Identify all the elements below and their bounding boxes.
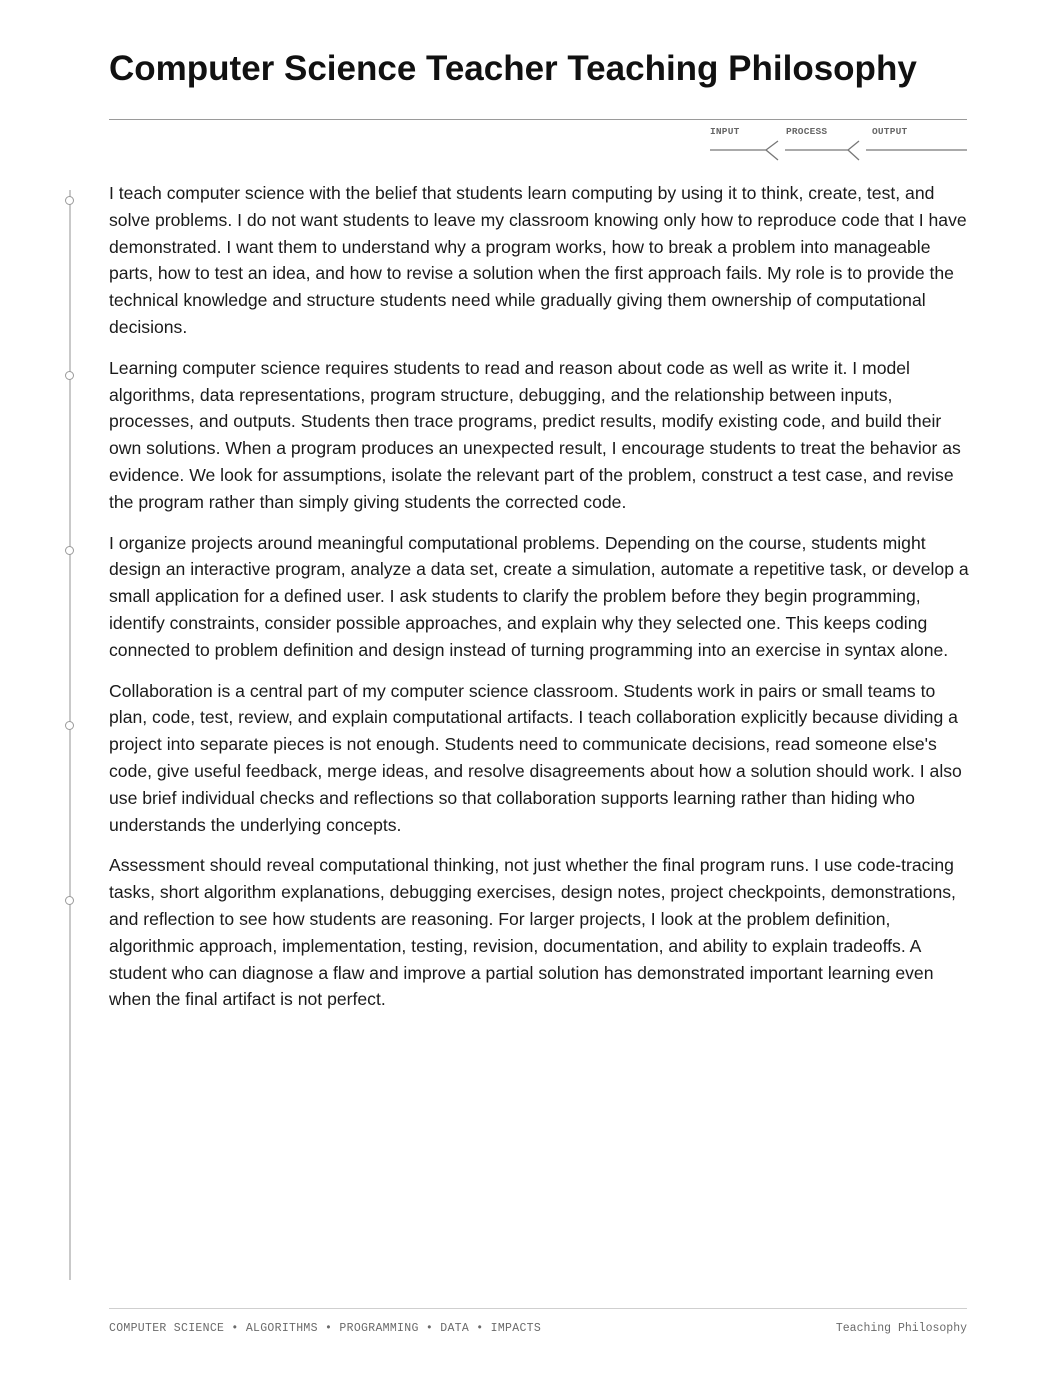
input-process-output-diagram (708, 124, 968, 164)
flow-label-input: INPUT (710, 126, 740, 137)
timeline-node (65, 896, 74, 905)
paragraph-assessment: Assessment should reveal computational thinking, not just whether the final program runs. I use code-tracing tasks, short algorithm explanations, debugging exercises, design notes, project checkpoints, demonstrations, and reflection to see how students are reasoning. For larger projects, I look at the problem definition, algorithmic approach, implementation, testing, revision, documentation, and ability to explain tradeoffs. A student who can diagnose a flaw and improve a partial solution has demonstrated important learning even when the final artifact is not perfect. (109, 855, 956, 1010)
timeline-node (65, 196, 74, 205)
paragraph-reading-code: Learning computer science requires students to read and reason about code as well as write it. I model algorithms, data representations, program structure, debugging, and the relationship between inputs, processes, and outputs. Students then trace programs, predict results, modify existing code, and build their own solutions. When a program produces an unexpected result, I encourage students to treat the behavior as evidence. We look for assumptions, isolate the relevant part of the problem, construct a test case, and revise the program rather than simply giving students the corrected code. (109, 357, 961, 512)
footer-divider (109, 1308, 967, 1309)
paragraph-philosophy-intro: I teach computer science with the belief that students learn computing by using it to think, create, test, and solve problems. I do not want students to leave my classroom knowing only how to reproduce code that I have demonstrated. I want them to understand why a program works, how to break a problem into manageable parts, how to test an idea, and how to revise a solution when the first approach fails. My role is to provide the technical knowledge and structure students need while gradually giving them ownership of computational decisions. (109, 183, 967, 337)
timeline-node (65, 721, 74, 730)
flow-chevron-2 (848, 141, 859, 160)
timeline-node (65, 546, 74, 555)
flow-label-output: OUTPUT (872, 126, 908, 137)
timeline-node (65, 371, 74, 380)
footer-topics: COMPUTER SCIENCE • ALGORITHMS • PROGRAMMING • DATA • IMPACTS (109, 1322, 542, 1335)
title-divider (109, 119, 967, 120)
body-text (109, 180, 971, 1027)
paragraph-projects: I organize projects around meaningful computational problems. Depending on the course, students might design an interactive program, analyze a data set, create a simulation, automate a repetitive task, or develop a small application for a defined user. I ask students to clarify the problem before they begin programming, identify constraints, consider possible approaches, and explain why they selected one. This keeps coding connected to problem definition and design instead of turning programming into an exercise in syntax alone. (109, 532, 969, 660)
flow-arrows (708, 138, 968, 164)
timeline-line (69, 190, 71, 1280)
paragraph-collaboration: Collaboration is a central part of my computer science classroom. Students work in pairs or small teams to plan, code, test, review, and explain computational artifacts. I teach collaboration explicitly because dividing a project into separate pieces is not enough. Students need to communicate decisions, read someone else's code, give useful feedback, merge ideas, and resolve disagreements about how a solution should work. I also use brief individual checks and reflections so that collaboration supports learning rather than hiding who understands the underlying concepts. (109, 680, 962, 835)
flow-label-process: PROCESS (786, 126, 828, 137)
timeline (63, 190, 77, 1280)
footer-document-label: Teaching Philosophy (835, 1322, 967, 1335)
page-title: Computer Science Teacher Teaching Philosophy (109, 49, 917, 88)
flow-chevron-1 (766, 141, 778, 160)
